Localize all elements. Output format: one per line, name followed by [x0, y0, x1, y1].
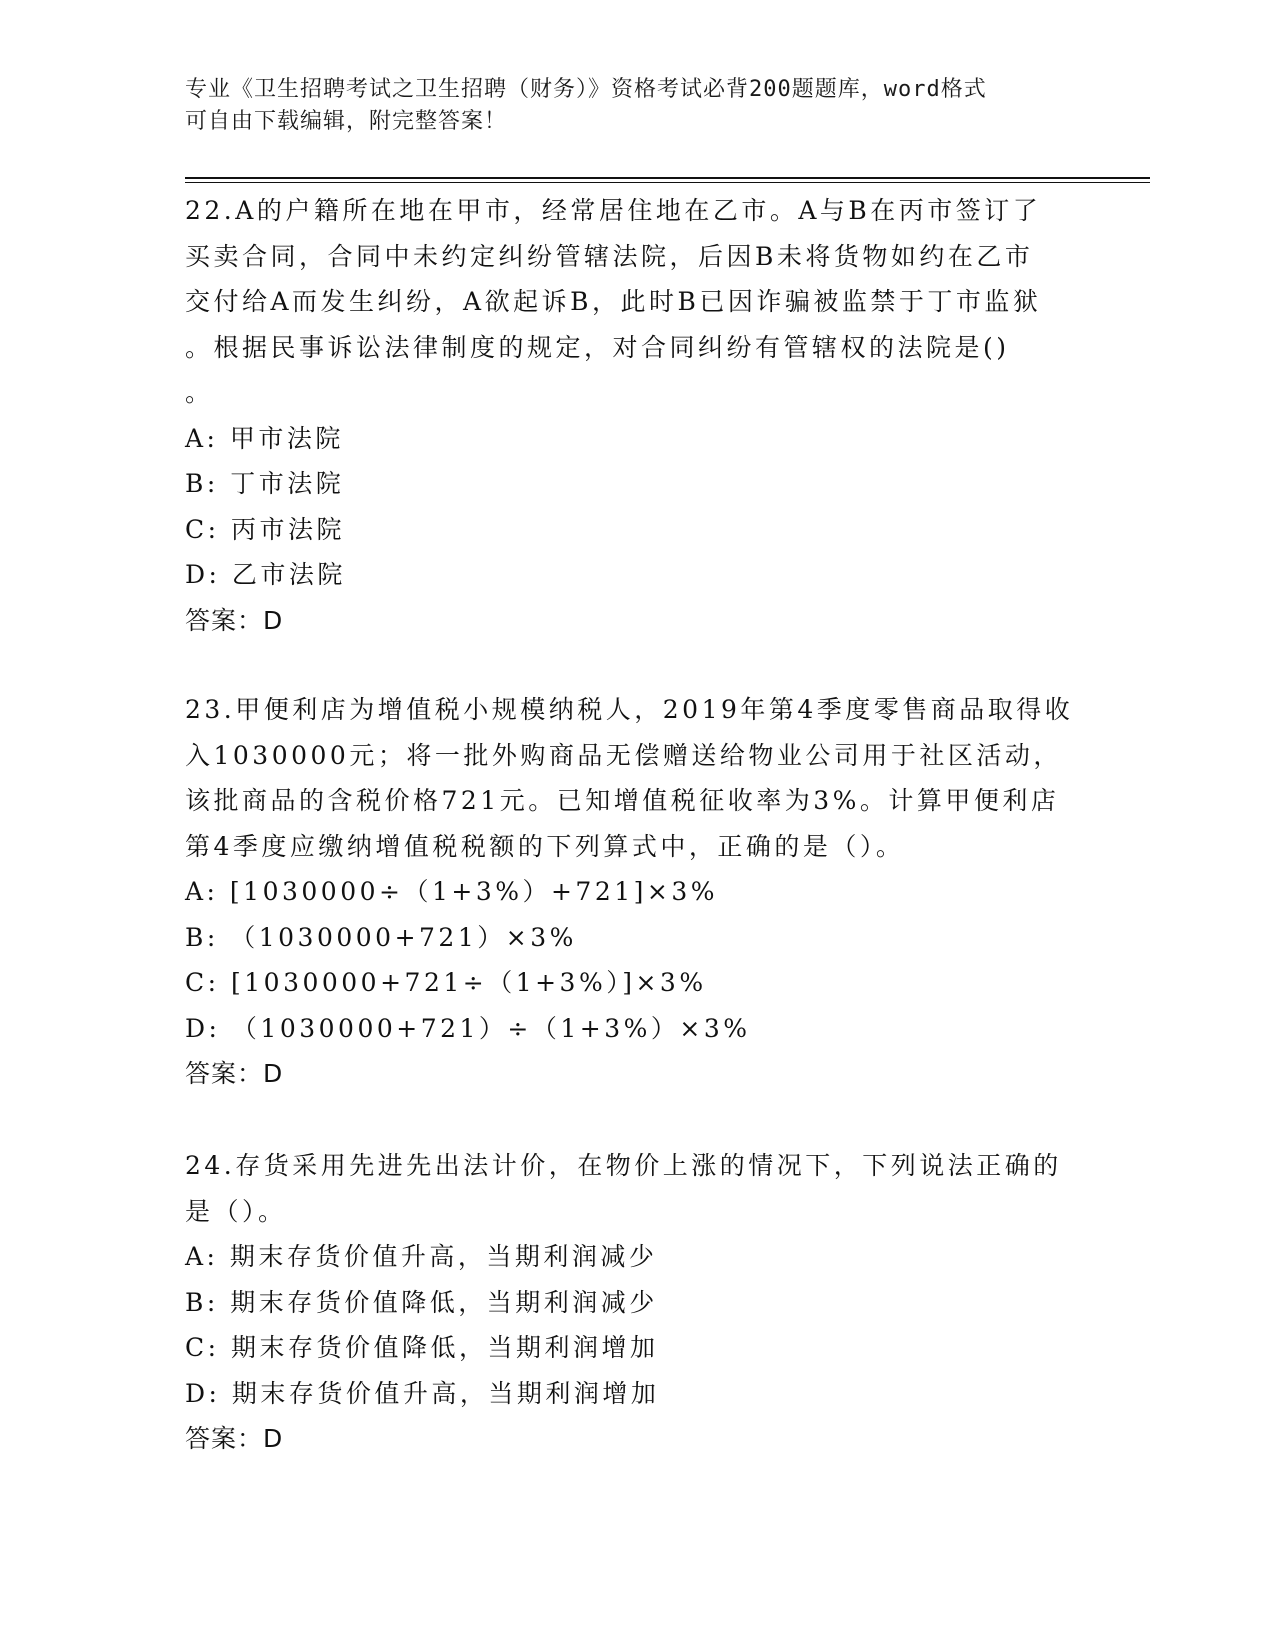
option-d: D: 乙市法院 [185, 560, 346, 589]
option-b: B: 期末存货价值降低，当期利润减少 [185, 1287, 658, 1317]
option-a: A: 甲市法院 [185, 423, 344, 453]
question-22 [185, 188, 1085, 643]
question-stem: 23.甲便利店为增值税小规模纳税人，2019年第4季度零售商品取得收 入1030000元；将一批外购商品无偿赠送给物业公司用于社区活动， 该批商品的含税价格721元。已知增值税征收率为3%。计算甲便利店 第4季度应缴纳增值税税额的下列算式中，正确的是（）。 [185, 695, 1074, 861]
answer-label: 答案：D [185, 1424, 284, 1453]
option-b: B: 丁市法院 [185, 469, 345, 498]
question-23 [185, 687, 1085, 1097]
question-24 [185, 1143, 1085, 1462]
question-stem: 24.存货采用先进先出法计价，在物价上涨的情况下，下列说法正确的 是（）。 [185, 1151, 1062, 1226]
answer-label: 答案：D [185, 605, 284, 635]
answer-label: 答案：D [185, 1059, 284, 1088]
header-title-line-1: 专业《卫生招聘考试之卫生招聘（财务）》资格考试必背200题题库，word格式 [185, 77, 987, 102]
option-d: D: （1030000+721）÷（1+3%）×3% [185, 1013, 751, 1043]
question-stem: 22.A的户籍所在地在甲市，经常居住地在乙市。A与B在丙市签订了 买卖合同，合同中未约定纠纷管辖法院，后因B未将货物如约在乙市 交付给A而发生纠纷，A欲起诉B，此时B已因诈骗被监禁于丁市监狱 。根据民事诉讼法律制度的规定，对合同纠纷有管辖权的法院是() 。 [185, 196, 1042, 407]
option-d: D: 期末存货价值升高，当期利润增加 [185, 1378, 660, 1408]
header-divider [185, 177, 1150, 183]
document-header [185, 74, 1075, 138]
option-c: C: [1030000+721÷（1+3%）]×3% [185, 968, 707, 997]
option-b: B: （1030000+721）×3% [185, 922, 577, 952]
option-c: C: 丙市法院 [185, 514, 345, 544]
option-c: C: 期末存货价值降低，当期利润增加 [185, 1333, 659, 1362]
header-title-line-2: 可自由下载编辑，附完整答案！ [185, 109, 508, 134]
option-a: A: [1030000÷（1+3%）+721]×3% [185, 877, 719, 906]
option-a: A: 期末存货价值升高，当期利润减少 [185, 1242, 658, 1271]
